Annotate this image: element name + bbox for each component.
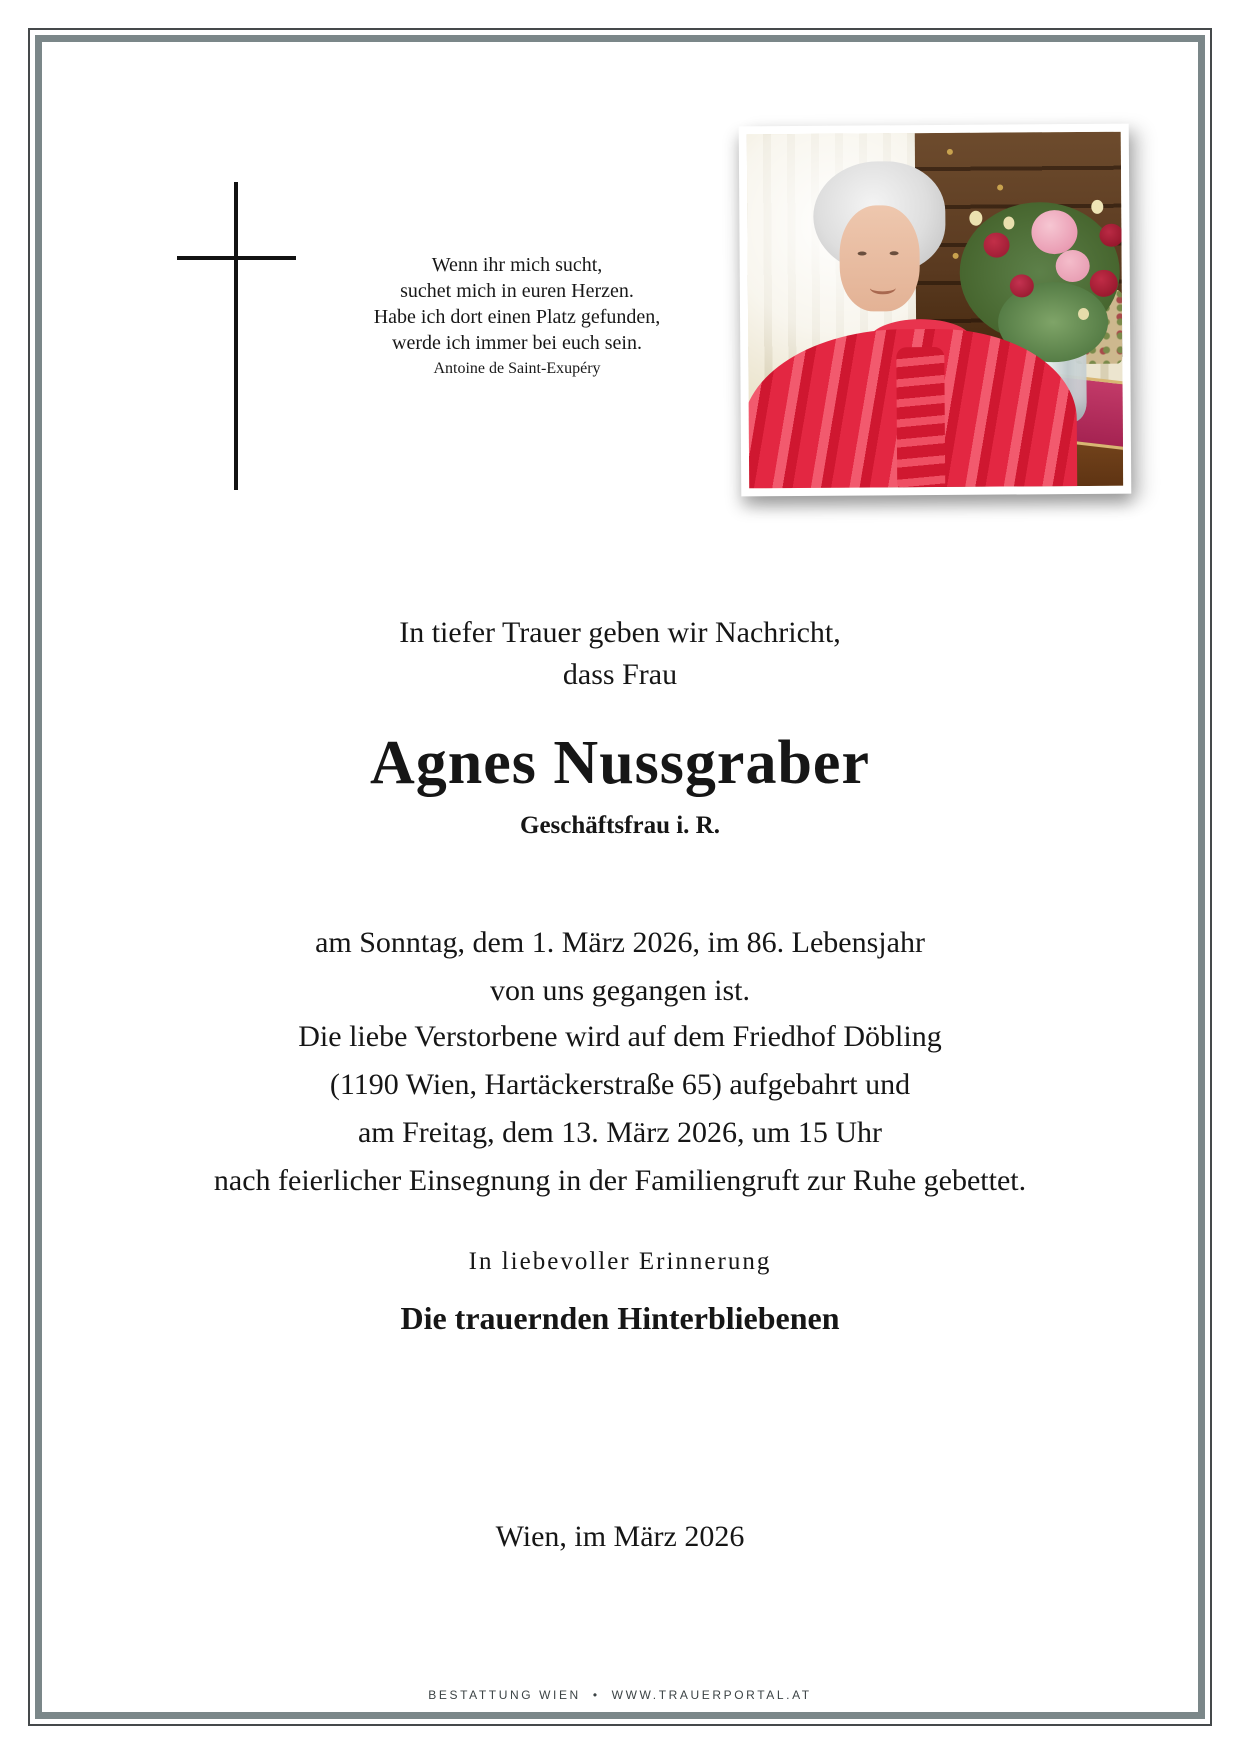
intro-line-1: In tiefer Trauer geben wir Nachricht, [399, 616, 841, 649]
photo-red-rose [1099, 224, 1123, 247]
footer-bullet-icon: • [592, 1688, 600, 1702]
photo-red-rose [1010, 274, 1034, 297]
quote-line: Wenn ihr mich sucht, [431, 254, 603, 276]
photo-cream-bud [969, 211, 982, 226]
deceased-title: Geschäftsfrau i. R. [520, 812, 720, 839]
footer-company: BESTATTUNG WIEN [428, 1688, 581, 1702]
quote-line: werde ich immer bei euch sein. [392, 332, 642, 354]
footer-url: WWW.TRAUERPORTAL.AT [611, 1688, 812, 1702]
mourners-line: Die trauernden Hinterbliebenen [400, 1300, 840, 1336]
photo-cabinet-knob [947, 149, 953, 155]
funeral-line-2: (1190 Wien, Hartäckerstraße 65) aufgebahrt und [329, 1068, 911, 1101]
footer [0, 1688, 1240, 1702]
quote-attribution: Antoine de Saint-Exupéry [433, 360, 601, 377]
death-line-2: von uns gegangen ist. [490, 974, 750, 1007]
photo-eye [890, 251, 899, 255]
photo-red-rose [983, 232, 1009, 257]
photo-blouse-bow [896, 347, 945, 487]
deceased-name: Agnes Nussgraber [370, 729, 870, 797]
photo-eye [858, 251, 867, 255]
photo-cabinet-knob [997, 185, 1003, 191]
death-line-1: am Sonntag, dem 1. März 2026, im 86. Lebensjahr [315, 926, 925, 959]
funeral-line-1: Die liebe Verstorbene wird auf dem Friedhof Döbling [298, 1020, 942, 1053]
funeral-line-4: nach feierlicher Einsegnung in der Familiengruft zur Ruhe gebettet. [213, 1164, 1027, 1197]
photo-cabinet-knob [953, 253, 959, 259]
photo-cream-bud [1078, 308, 1089, 320]
portrait-photo-scene [747, 132, 1123, 489]
place-date-line: Wien, im März 2026 [495, 1520, 745, 1553]
photo-red-rose [1090, 270, 1118, 297]
quote-line: suchet mich in euren Herzen. [400, 280, 634, 302]
cross-icon [234, 182, 238, 490]
remembrance-line: In liebevoller Erinnerung [468, 1248, 772, 1275]
portrait-photo [739, 124, 1132, 497]
memorial-quote [267, 252, 767, 380]
funeral-line-3: am Freitag, dem 13. März 2026, um 15 Uhr [357, 1116, 883, 1149]
photo-cream-bud [1003, 216, 1014, 229]
photo-cream-bud [1091, 200, 1103, 214]
photo-face [839, 205, 920, 312]
photo-pink-rose [1056, 250, 1090, 282]
intro-line-2: dass Frau [562, 658, 678, 691]
quote-line: Habe ich dort einen Platz gefunden, [373, 306, 661, 328]
photo-pink-rose [1031, 210, 1077, 254]
